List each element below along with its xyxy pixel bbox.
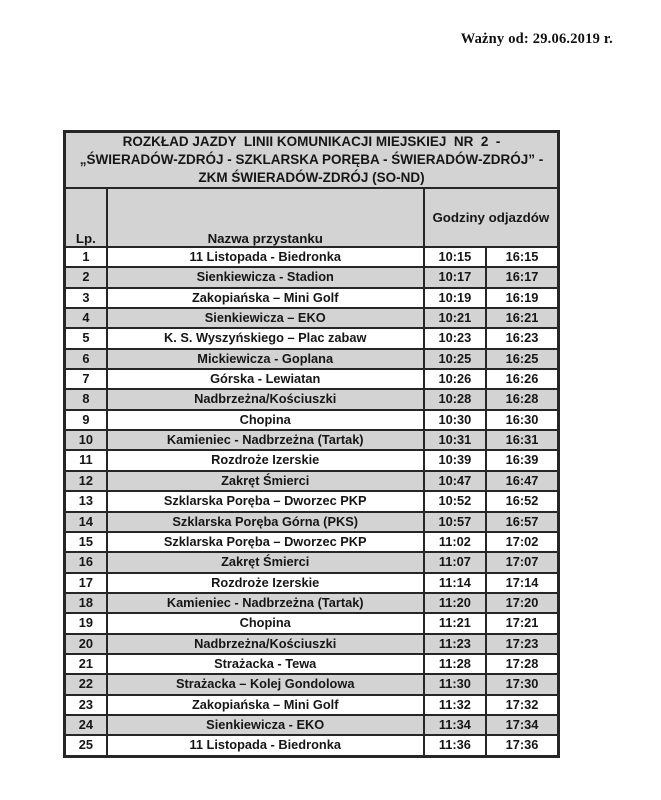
stop-name-cell: Strażacka – Kolej Gondolowa [107,674,424,694]
stop-name-cell: Szklarska Poręba – Dworzec PKP [107,491,424,511]
stop-name-cell: Szklarska Poręba Górna (PKS) [107,512,424,532]
stop-name-cell: Górska - Lewiatan [107,369,424,389]
stop-name-cell: Chopina [107,613,424,633]
time-1-cell: 11:32 [424,695,486,715]
time-1-cell: 10:19 [424,288,486,308]
time-1-cell: 11:30 [424,674,486,694]
row-number-cell: 16 [65,552,107,572]
stop-name-cell: Sienkiewicza – EKO [107,308,424,328]
table-row [65,369,559,389]
stop-name-cell: Zakręt Śmierci [107,471,424,491]
row-number-cell: 25 [65,735,107,756]
time-1-cell: 11:02 [424,532,486,552]
row-number-cell: 19 [65,613,107,633]
timetable-title-row [65,132,559,188]
stop-name-cell: Sienkiewicza - EKO [107,715,424,735]
time-2-cell: 16:28 [486,389,558,409]
stop-name-cell: Sienkiewicza - Stadion [107,267,424,287]
time-1-cell: 10:23 [424,328,486,348]
stop-name-cell: 11 Listopada - Biedronka [107,247,424,267]
row-number-cell: 10 [65,430,107,450]
time-2-cell: 17:23 [486,634,558,654]
row-number-cell: 2 [65,267,107,287]
time-1-cell: 11:34 [424,715,486,735]
stop-name-cell: 11 Listopada - Biedronka [107,735,424,756]
table-row [65,450,559,470]
stop-name-cell: Chopina [107,410,424,430]
time-1-cell: 10:47 [424,471,486,491]
table-row [65,532,559,552]
row-number-cell: 18 [65,593,107,613]
table-row [65,613,559,633]
table-row [65,267,559,287]
table-row [65,634,559,654]
timetable-title [65,132,559,188]
time-1-cell: 10:26 [424,369,486,389]
time-2-cell: 17:07 [486,552,558,572]
row-number-cell: 6 [65,349,107,369]
table-row [65,471,559,491]
time-2-cell: 17:21 [486,613,558,633]
row-number-cell: 20 [65,634,107,654]
table-row [65,593,559,613]
title-line-1: ROZKŁAD JAZDY LINII KOMUNIKACJI MIEJSKIEJ NR 2 - [122,134,501,149]
row-number-cell: 24 [65,715,107,735]
time-1-cell: 10:30 [424,410,486,430]
table-row [65,430,559,450]
stop-name-cell: Szklarska Poręba – Dworzec PKP [107,532,424,552]
timetable-body [65,247,559,756]
title-line-2: „ŚWIERADÓW-ZDRÓJ - SZKLARSKA PORĘBA - ŚWIERADÓW-ZDRÓJ” - [79,151,544,167]
timetable [63,130,560,758]
time-1-cell: 11:07 [424,552,486,572]
row-number-cell: 7 [65,369,107,389]
row-number-cell: 17 [65,573,107,593]
row-number-cell: 11 [65,450,107,470]
stop-name-cell: Rozdroże Izerskie [107,573,424,593]
title-line-3: ZKM ŚWIERADÓW-ZDRÓJ (SO-ND) [198,169,425,185]
timetable-column-header-row [65,188,559,247]
table-row [65,328,559,348]
time-1-cell: 10:15 [424,247,486,267]
row-number-cell: 9 [65,410,107,430]
row-number-cell: 4 [65,308,107,328]
time-1-cell: 11:21 [424,613,486,633]
stop-name-cell: K. S. Wyszyńskiego – Plac zabaw [107,328,424,348]
stop-name-cell: Nadbrzeżna/Kościuszki [107,634,424,654]
table-row [65,288,559,308]
table-row [65,491,559,511]
time-2-cell: 16:52 [486,491,558,511]
time-2-cell: 16:39 [486,450,558,470]
row-number-cell: 14 [65,512,107,532]
stop-name-cell: Kamieniec - Nadbrzeżna (Tartak) [107,430,424,450]
time-2-cell: 16:21 [486,308,558,328]
time-1-cell: 11:20 [424,593,486,613]
time-1-cell: 10:28 [424,389,486,409]
column-header-stop-name: Nazwa przystanku [107,188,424,247]
table-row [65,674,559,694]
column-header-departure-times: Godziny odjazdów [424,188,559,247]
row-number-cell: 12 [65,471,107,491]
row-number-cell: 22 [65,674,107,694]
row-number-cell: 1 [65,247,107,267]
stop-name-cell: Zakopiańska – Mini Golf [107,288,424,308]
row-number-cell: 15 [65,532,107,552]
stop-name-cell: Zakręt Śmierci [107,552,424,572]
time-2-cell: 16:15 [486,247,558,267]
table-row [65,512,559,532]
table-row [65,695,559,715]
time-2-cell: 16:31 [486,430,558,450]
stop-name-cell: Mickiewicza - Goplana [107,349,424,369]
time-2-cell: 16:57 [486,512,558,532]
time-1-cell: 10:17 [424,267,486,287]
row-number-cell: 5 [65,328,107,348]
time-1-cell: 10:39 [424,450,486,470]
row-number-cell: 23 [65,695,107,715]
time-2-cell: 17:28 [486,654,558,674]
table-row [65,410,559,430]
time-2-cell: 16:26 [486,369,558,389]
time-1-cell: 11:28 [424,654,486,674]
time-2-cell: 16:23 [486,328,558,348]
time-2-cell: 17:36 [486,735,558,756]
table-row [65,308,559,328]
column-header-lp: Lp. [65,188,107,247]
row-number-cell: 8 [65,389,107,409]
time-1-cell: 11:23 [424,634,486,654]
table-row [65,389,559,409]
time-1-cell: 10:57 [424,512,486,532]
table-row [65,349,559,369]
stop-name-cell: Rozdroże Izerskie [107,450,424,470]
stop-name-cell: Zakopiańska – Mini Golf [107,695,424,715]
table-row [65,573,559,593]
row-number-cell: 13 [65,491,107,511]
row-number-cell: 3 [65,288,107,308]
table-row [65,654,559,674]
stop-name-cell: Strażacka - Tewa [107,654,424,674]
table-row [65,552,559,572]
time-1-cell: 11:14 [424,573,486,593]
time-1-cell: 11:36 [424,735,486,756]
stop-name-cell: Nadbrzeżna/Kościuszki [107,389,424,409]
time-2-cell: 17:02 [486,532,558,552]
table-row [65,247,559,267]
time-2-cell: 16:25 [486,349,558,369]
time-2-cell: 16:19 [486,288,558,308]
time-1-cell: 10:31 [424,430,486,450]
time-1-cell: 10:21 [424,308,486,328]
valid-from-date: Ważny od: 29.06.2019 r. [460,31,613,47]
time-2-cell: 16:17 [486,267,558,287]
time-2-cell: 16:30 [486,410,558,430]
time-2-cell: 17:14 [486,573,558,593]
time-2-cell: 17:32 [486,695,558,715]
time-2-cell: 17:20 [486,593,558,613]
time-2-cell: 17:30 [486,674,558,694]
time-1-cell: 10:25 [424,349,486,369]
row-number-cell: 21 [65,654,107,674]
table-row [65,715,559,735]
time-1-cell: 10:52 [424,491,486,511]
time-2-cell: 16:47 [486,471,558,491]
time-2-cell: 17:34 [486,715,558,735]
table-row [65,735,559,756]
stop-name-cell: Kamieniec - Nadbrzeżna (Tartak) [107,593,424,613]
